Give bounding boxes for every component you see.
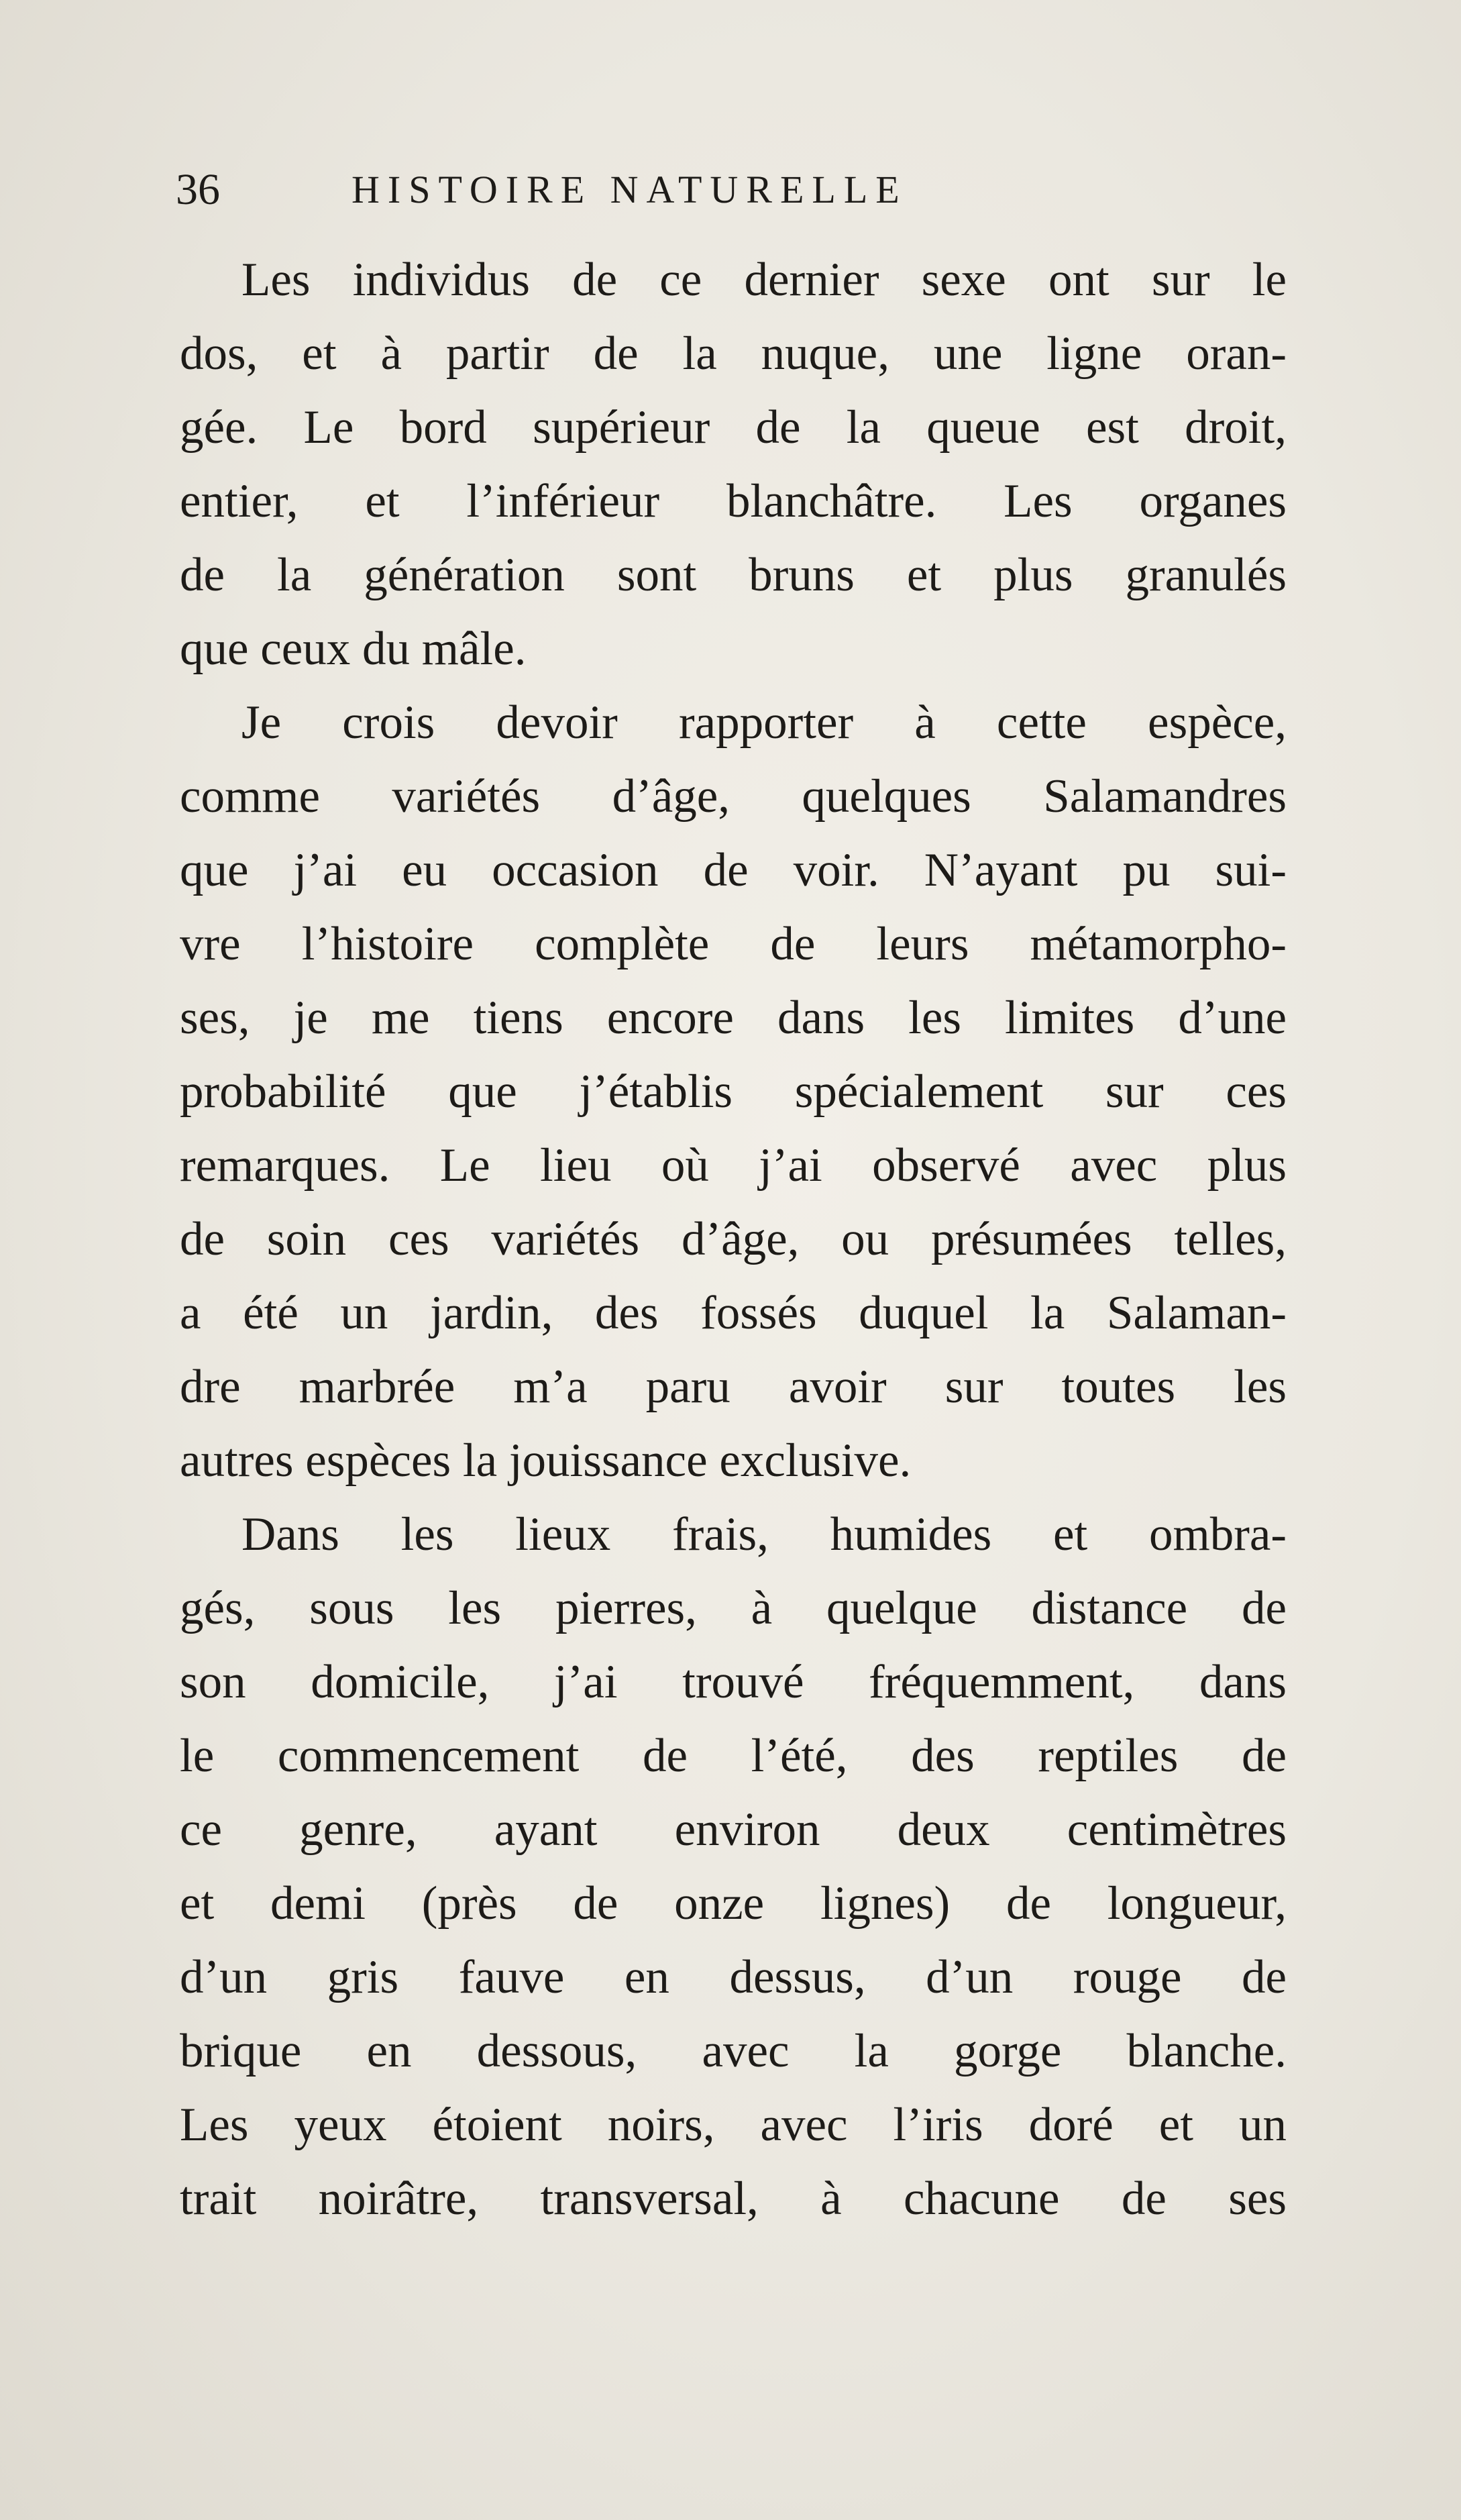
text-line: dos, et à partir de la nuque, une ligne oran- (180, 327, 1287, 380)
text-line: ses, je me tiens encore dans les limites d’une (180, 992, 1287, 1044)
text-line: d’un gris fauve en dessus, d’un rouge de (180, 1951, 1287, 2003)
text-line: Les individus de ce dernier sexe ont sur le (241, 254, 1287, 306)
paragraph-2 (180, 686, 1287, 1498)
text-line: que ceux du mâle. (180, 623, 527, 675)
text-line: et demi (près de onze lignes) de longueur, (180, 1877, 1287, 1930)
text-line: son domicile, j’ai trouvé fréquemment, dans (180, 1656, 1287, 1708)
text-line: Je crois devoir rapporter à cette espèce, (241, 696, 1287, 749)
paragraph-3 (180, 1498, 1287, 2236)
text-line: a été un jardin, des fossés duquel la Salaman- (180, 1287, 1287, 1339)
text-line: gée. Le bord supérieur de la queue est droit, (180, 401, 1287, 454)
body-text (180, 243, 1287, 2236)
text-line: vre l’histoire complète de leurs métamorpho- (180, 918, 1287, 970)
text-line: que j’ai eu occasion de voir. N’ayant pu sui- (180, 844, 1287, 896)
text-line: remarques. Le lieu où j’ai observé avec plus (180, 1139, 1287, 1192)
running-head: HISTOIRE NATURELLE (351, 168, 908, 211)
text-line: Les yeux étoient noirs, avec l’iris doré et un (180, 2099, 1287, 2151)
text-line: de la génération sont bruns et plus granulés (180, 549, 1287, 601)
text-line: autres espèces la jouissance exclusive. (180, 1434, 912, 1487)
text-line: dre marbrée m’a paru avoir sur toutes les (180, 1361, 1287, 1413)
text-line: entier, et l’inférieur blanchâtre. Les organes (180, 475, 1287, 527)
text-line: trait noirâtre, transversal, à chacune de ses (180, 2172, 1287, 2225)
text-line: ce genre, ayant environ deux centimètres (180, 1803, 1287, 1856)
paragraph-1 (180, 243, 1287, 686)
text-line: de soin ces variétés d’âge, ou présumées telles, (180, 1213, 1287, 1265)
text-line: probabilité que j’établis spécialement sur ces (180, 1065, 1287, 1118)
page-header (176, 160, 1289, 220)
text-line: le commencement de l’été, des reptiles de (180, 1730, 1287, 1782)
page-number: 36 (176, 165, 220, 214)
text-line: gés, sous les pierres, à quelque distance de (180, 1582, 1287, 1634)
text-line: comme variétés d’âge, quelques Salamandres (180, 770, 1287, 823)
text-line: brique en dessous, avec la gorge blanche. (180, 2025, 1287, 2077)
text-line: Dans les lieux frais, humides et ombra- (241, 1508, 1287, 1561)
